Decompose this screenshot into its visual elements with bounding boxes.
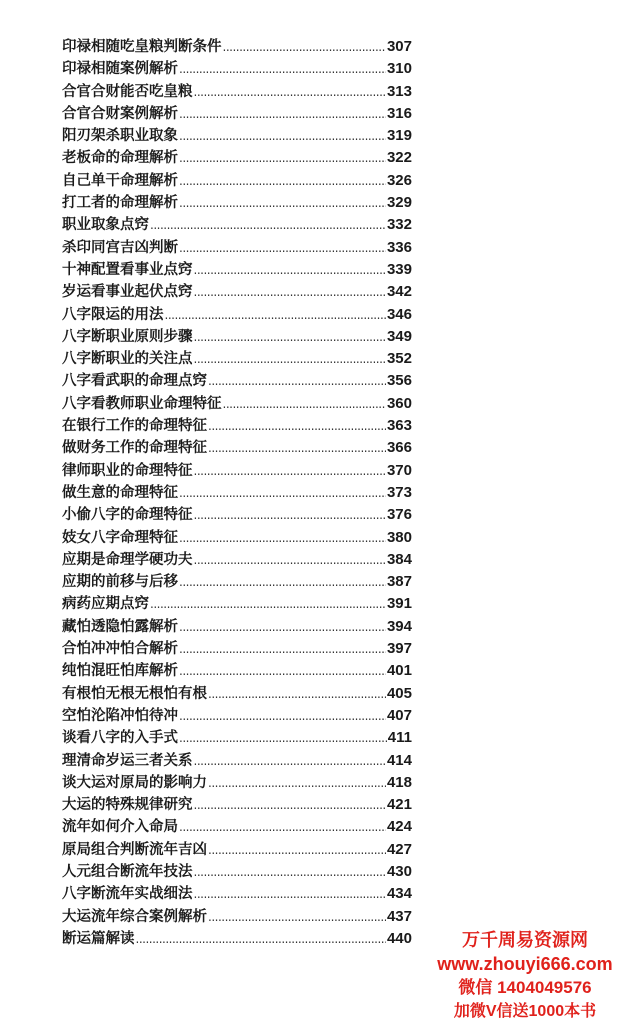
toc-leader-dots <box>208 415 386 437</box>
toc-entry <box>62 727 412 749</box>
toc-entry-page: 363 <box>386 417 412 435</box>
toc-entry <box>62 794 412 816</box>
toc-entry-page: 394 <box>386 617 412 635</box>
toc-entry-title: 岁运看事业起伏点窍 <box>62 284 193 301</box>
toc-entry <box>62 571 412 593</box>
toc-entry <box>62 839 412 861</box>
toc-entry <box>62 460 412 482</box>
toc-entry <box>62 816 412 838</box>
watermark <box>420 928 630 1024</box>
toc-entry-title: 藏怕透隐怕露解析 <box>62 618 178 635</box>
toc-leader-dots <box>208 370 386 392</box>
toc-leader-dots <box>194 504 386 526</box>
toc-leader-dots <box>179 816 386 838</box>
toc-entry-title: 杀印同宫吉凶判断 <box>62 239 178 256</box>
toc-entry-title: 职业取象点窍 <box>62 217 149 234</box>
toc-entry <box>62 683 412 705</box>
toc-entry <box>62 504 412 526</box>
toc-entry-page: 397 <box>386 640 412 658</box>
toc-entry <box>62 883 412 905</box>
toc-entry-page: 346 <box>386 305 412 323</box>
toc-entry-page: 322 <box>386 149 412 167</box>
toc-entry-title: 应期是命理学硬功夫 <box>62 551 193 568</box>
toc-entry <box>62 415 412 437</box>
toc-leader-dots <box>208 437 386 459</box>
toc-entry-page: 380 <box>386 528 412 546</box>
toc-entry-page: 373 <box>386 483 412 501</box>
toc-entry <box>62 638 412 660</box>
toc-leader-dots <box>208 683 386 705</box>
toc-entry-title: 打工者的命理解析 <box>62 195 178 212</box>
toc-entry-page: 356 <box>386 372 412 390</box>
toc-leader-dots <box>194 81 386 103</box>
toc-entry <box>62 906 412 928</box>
toc-leader-dots <box>179 638 386 660</box>
toc-leader-dots <box>194 348 386 370</box>
toc-entry-title: 合怕冲冲怕合解析 <box>62 641 178 658</box>
toc-leader-dots <box>179 147 386 169</box>
toc-entry-page: 339 <box>386 260 412 278</box>
toc-entry <box>62 103 412 125</box>
toc-entry-page: 437 <box>386 907 412 925</box>
toc-entry <box>62 304 412 326</box>
toc-leader-dots <box>179 482 386 504</box>
toc-entry-page: 342 <box>386 283 412 301</box>
toc-entry-title: 八字断流年实战细法 <box>62 886 193 903</box>
toc-leader-dots <box>179 192 386 214</box>
toc-entry <box>62 36 412 58</box>
toc-entry-title: 妓女八字命理特征 <box>62 529 178 546</box>
toc-entry <box>62 348 412 370</box>
toc-entry-page: 316 <box>386 104 412 122</box>
toc-entry-page: 329 <box>386 194 412 212</box>
toc-entry-page: 360 <box>386 394 412 412</box>
toc-entry-page: 376 <box>386 506 412 524</box>
toc-entry-title: 空怕沦陷冲怕待冲 <box>62 707 178 724</box>
toc-entry-page: 440 <box>386 929 412 947</box>
toc-entry <box>62 482 412 504</box>
toc-entry-title: 八字看武职的命理点窍 <box>62 373 207 390</box>
toc-leader-dots <box>223 36 386 58</box>
toc-leader-dots <box>223 393 386 415</box>
toc-entry <box>62 125 412 147</box>
toc-entry <box>62 214 412 236</box>
toc-leader-dots <box>194 883 386 905</box>
toc-entry <box>62 326 412 348</box>
toc-leader-dots <box>179 58 386 80</box>
toc-entry-page: 310 <box>386 60 412 78</box>
toc-leader-dots <box>150 593 386 615</box>
toc-entry <box>62 192 412 214</box>
toc-entry-title: 做财务工作的命理特征 <box>62 440 207 457</box>
toc-entry-title: 阳刃架杀职业取象 <box>62 128 178 145</box>
toc-entry-title: 老板命的命理解析 <box>62 150 178 167</box>
toc-entry-page: 418 <box>386 773 412 791</box>
toc-leader-dots <box>194 281 386 303</box>
toc-entry-title: 在银行工作的命理特征 <box>62 418 207 435</box>
toc-leader-dots <box>194 750 386 772</box>
toc-entry <box>62 393 412 415</box>
toc-entry <box>62 370 412 392</box>
toc-entry-title: 印禄相随案例解析 <box>62 61 178 78</box>
toc-entry <box>62 861 412 883</box>
toc-entry <box>62 437 412 459</box>
watermark-url: www.zhouyi666.com <box>437 954 613 974</box>
toc-leader-dots <box>179 616 386 638</box>
toc-entry-title: 原局组合判断流年吉凶 <box>62 841 207 858</box>
toc-leader-dots <box>179 705 386 727</box>
toc-entry-title: 大运的特殊规律研究 <box>62 797 193 814</box>
toc-entry-page: 414 <box>386 751 412 769</box>
toc-entry-page: 430 <box>386 862 412 880</box>
toc-leader-dots <box>179 237 386 259</box>
toc-entry-page: 384 <box>386 550 412 568</box>
watermark-wechat: 微信 1404049576 <box>458 978 592 997</box>
toc-entry-title: 人元组合断流年技法 <box>62 863 193 880</box>
toc-entry-page: 405 <box>386 684 412 702</box>
toc-entry-title: 做生意的命理特征 <box>62 484 178 501</box>
toc-entry <box>62 147 412 169</box>
toc-leader-dots <box>179 125 386 147</box>
toc-entry-title: 十神配置看事业点窍 <box>62 261 193 278</box>
toc-entry-title: 合官合财能否吃皇粮 <box>62 83 193 100</box>
toc-leader-dots <box>179 727 387 749</box>
toc-entry-page: 370 <box>386 461 412 479</box>
toc-leader-dots <box>208 772 386 794</box>
toc-entry-title: 小偷八字的命理特征 <box>62 507 193 524</box>
toc-entry <box>62 593 412 615</box>
toc-leader-dots <box>194 460 386 482</box>
toc-entry <box>62 81 412 103</box>
watermark-offer: 加微V信送1000本书 <box>453 1003 597 1020</box>
toc-entry-page: 387 <box>386 573 412 591</box>
toc-leader-dots <box>179 571 386 593</box>
toc-entry-page: 421 <box>386 796 412 814</box>
toc-leader-dots <box>194 259 386 281</box>
toc-entry-title: 八字限运的用法 <box>62 306 164 323</box>
toc-leader-dots <box>179 103 386 125</box>
toc-leader-dots <box>194 861 386 883</box>
toc-entry <box>62 259 412 281</box>
toc-entry-title: 谈大运对原局的影响力 <box>62 774 207 791</box>
toc-entry-page: 411 <box>387 729 412 747</box>
toc-entry <box>62 772 412 794</box>
toc-entry-title: 纯怕混旺怕库解析 <box>62 663 178 680</box>
toc-entry-page: 407 <box>386 706 412 724</box>
toc-entry-title: 断运篇解读 <box>62 930 135 947</box>
toc-leader-dots <box>208 839 386 861</box>
toc-entry-title: 律师职业的命理特征 <box>62 462 193 479</box>
toc-leader-dots <box>179 527 386 549</box>
table-of-contents <box>62 36 412 950</box>
toc-entry <box>62 705 412 727</box>
toc-entry-page: 332 <box>386 216 412 234</box>
toc-entry-title: 流年如何介入命局 <box>62 819 178 836</box>
toc-entry-page: 366 <box>386 439 412 457</box>
toc-entry-title: 印禄相随吃皇粮判断条件 <box>62 39 222 55</box>
toc-entry-page: 434 <box>386 885 412 903</box>
toc-leader-dots <box>179 170 386 192</box>
toc-entry-page: 326 <box>386 171 412 189</box>
toc-entry-title: 理清命岁运三者关系 <box>62 752 193 769</box>
toc-entry-title: 合官合财案例解析 <box>62 105 178 122</box>
toc-entry-page: 349 <box>386 327 412 345</box>
toc-entry <box>62 237 412 259</box>
toc-entry <box>62 750 412 772</box>
toc-entry <box>62 527 412 549</box>
toc-leader-dots <box>136 928 386 950</box>
toc-entry-title: 八字看教师职业命理特征 <box>62 395 222 412</box>
toc-leader-dots <box>165 304 386 326</box>
toc-entry <box>62 616 412 638</box>
toc-entry-title: 谈看八字的入手式 <box>62 730 178 747</box>
toc-entry-page: 391 <box>386 595 412 613</box>
toc-entry-title: 自己单干命理解析 <box>62 172 178 189</box>
toc-leader-dots <box>194 794 386 816</box>
watermark-site-name: 万千周易资源网 <box>462 930 588 950</box>
toc-leader-dots <box>194 549 386 571</box>
toc-entry-page: 307 <box>386 38 412 55</box>
toc-leader-dots <box>208 906 386 928</box>
toc-entry-page: 401 <box>386 662 412 680</box>
toc-entry <box>62 928 412 950</box>
toc-leader-dots <box>179 660 386 682</box>
toc-entry-title: 病药应期点窍 <box>62 596 149 613</box>
toc-entry-title: 有根怕无根无根怕有根 <box>62 685 207 702</box>
toc-leader-dots <box>150 214 386 236</box>
toc-entry <box>62 549 412 571</box>
toc-entry <box>62 281 412 303</box>
toc-entry-title: 应期的前移与后移 <box>62 574 178 591</box>
toc-entry-page: 313 <box>386 82 412 100</box>
toc-entry-page: 319 <box>386 127 412 145</box>
toc-entry-title: 八字断职业的关注点 <box>62 351 193 368</box>
toc-entry <box>62 660 412 682</box>
toc-entry-page: 424 <box>386 818 412 836</box>
toc-entry <box>62 58 412 80</box>
toc-entry-page: 352 <box>386 350 412 368</box>
toc-leader-dots <box>194 326 386 348</box>
toc-entry-title: 大运流年综合案例解析 <box>62 908 207 925</box>
toc-entry-page: 336 <box>386 238 412 256</box>
toc-entry-title: 八字断职业原则步骤 <box>62 328 193 345</box>
toc-entry <box>62 170 412 192</box>
toc-entry-page: 427 <box>386 840 412 858</box>
